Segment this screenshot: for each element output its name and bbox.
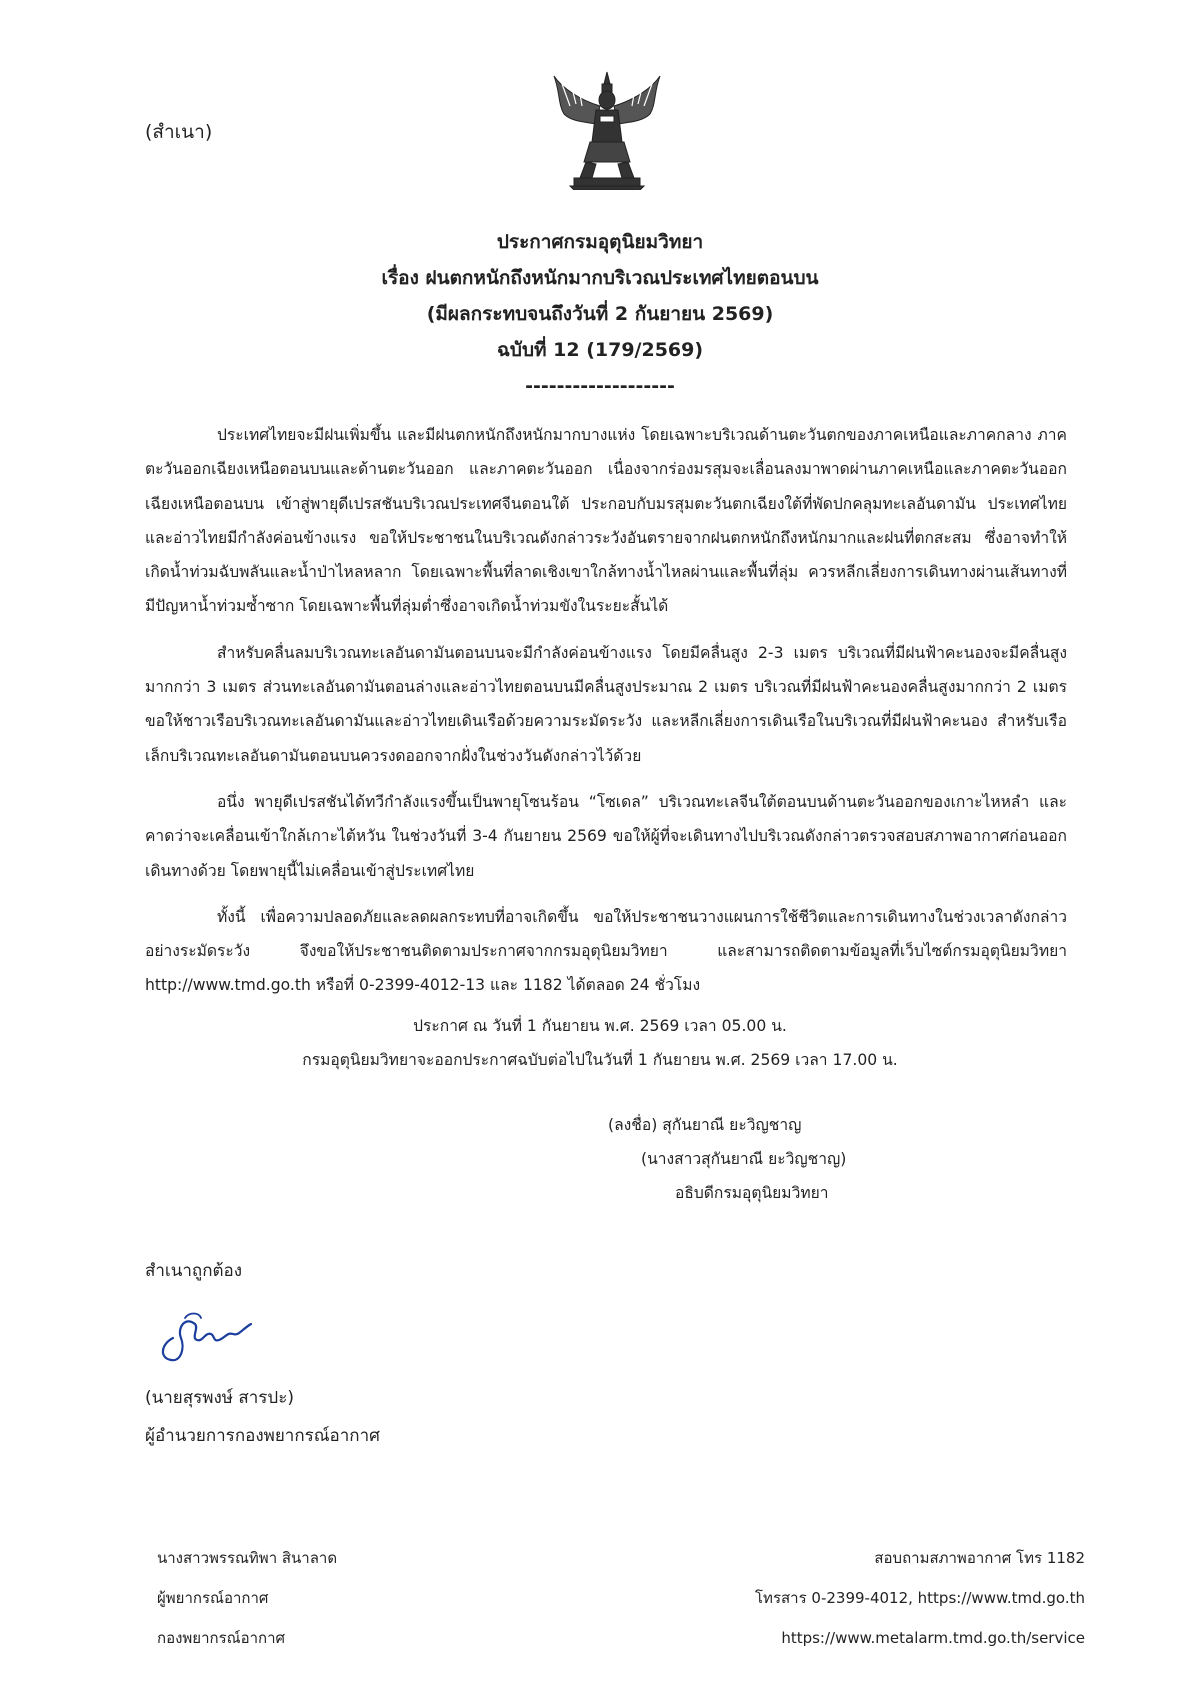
footer-contact <box>755 1538 1085 1658</box>
signatory-title: อธิบดีกรมอุตุนิยมวิทยา <box>675 1184 829 1202</box>
announcement-body <box>145 418 1067 1015</box>
announcement-effective-date: (มีผลกระทบจนถึงวันที่ 2 กันยายน 2569) <box>426 303 774 325</box>
forecaster-position: ผู้พยากรณ์อากาศ <box>157 1589 269 1607</box>
certifier-title: ผู้อำนวยการกองพยากรณ์อากาศ <box>145 1426 380 1446</box>
next-issue-note: กรมอุตุนิยมวิทยาจะออกประกาศฉบับต่อไปในวันที่ 1 กันยายน พ.ศ. 2569 เวลา 17.00 น. <box>302 1051 898 1069</box>
copy-mark: (สำเนา) <box>145 121 213 143</box>
signatory-signed: (ลงชื่อ) สุกันยาณี ยะวิญชาญ <box>608 1116 802 1134</box>
body-paragraph: สำหรับคลื่นลมบริเวณทะเลอันดามันตอนบนจะมีกำลังค่อนข้างแรง โดยมีคลื่นสูง 2-3 เมตร บริเวณที่มีฝนฟ้าคะนองจะมีคลื่นสูงมากกว่า 3 เมตร ส่วนทะเลอันดามันตอนล่างและอ่าวไทยตอนบนมีคลื่นสูงประมาณ 2 เมตร บริเวณที่มีฝนฟ้าคะนองคลื่นสูงมากกว่า 2 เมตร ขอให้ชาวเรือบริเวณทะเลอันดามันและอ่าวไทยเดินเรือด้วยความระมัดระวัง และหลีกเลี่ยงการเดินเรือในบริเวณที่มีฝนฟ้าคะนอง สำหรับเรือเล็กบริเวณทะเลอันดามันตอนบนควรงดออกจากฝั่งในช่วงวันดังกล่าวไว้ด้วย <box>145 643 1067 765</box>
footer-forecaster <box>157 1538 337 1658</box>
contact-service-url: https://www.metalarm.tmd.go.th/service <box>781 1629 1085 1647</box>
garuda-emblem-icon <box>550 70 665 190</box>
forecaster-name: นางสาวพรรณทิพา สินาลาด <box>157 1549 338 1567</box>
body-paragraph: ทั้งนี้ เพื่อความปลอดภัยและลดผลกระทบที่อาจเกิดขึ้น ขอให้ประชาชนวางแผนการใช้ชีวิตและการเดินทางในช่วงเวลาดังกล่าวอย่างระมัดระวัง จึงขอให้ประชาชนติดตามประกาศจากกรมอุตุนิยมวิทยา และสามารถติดตามข้อมูลที่เว็บไซต์กรมอุตุนิยมวิทยา http://www.tmd.go.th หรือที่ 0-2399-4012-13 และ 1182 ได้ตลอด 24 ชั่วโมง <box>145 907 1067 995</box>
handwritten-signature-icon <box>155 1308 265 1368</box>
forecaster-division: กองพยากรณ์อากาศ <box>157 1629 286 1647</box>
signatory-name: (นางสาวสุกันยาณี ยะวิญชาญ) <box>641 1150 847 1168</box>
certifier-name: (นายสุรพงษ์ สารปะ) <box>145 1388 294 1408</box>
contact-fax-website: โทรสาร 0-2399-4012, https://www.tmd.go.th <box>755 1589 1085 1607</box>
heading-rule: ------------------- <box>525 375 675 397</box>
announcement-heading <box>0 224 1200 404</box>
body-paragraph: ประเทศไทยจะมีฝนเพิ่มขึ้น และมีฝนตกหนักถึงหนักมากบางแห่ง โดยเฉพาะบริเวณด้านตะวันตกของภาคเหนือและภาคกลาง ภาคตะวันออกเฉียงเหนือตอนบนและด้านตะวันออก และภาคตะวันออก เนื่องจากร่องมรสุมจะเลื่อนลงมาพาดผ่านภาคเหนือและภาคตะวันออกเฉียงเหนือตอนบน เข้าสู่พายุดีเปรสชันบริเวณประเทศจีนตอนใต้ ประกอบกับมรสุมตะวันตกเฉียงใต้ที่พัดปกคลุมทะเลอันดามัน ประเทศไทย และอ่าวไทยมีกำลังค่อนข้างแรง ขอให้ประชาชนในบริเวณดังกล่าวระวังอันตรายจากฝนตกหนักถึงหนักมากและฝนที่ตกสะสม ซึ่งอาจทำให้เกิดน้ำท่วมฉับพลันและน้ำป่าไหลหลาก โดยเฉพาะพื้นที่ลาดเชิงเขาใกล้ทางน้ำไหลผ่านและพื้นที่ลุ่ม ควรหลีกเลี่ยงการเดินทางผ่านเส้นทางที่มีปัญหาน้ำท่วมซ้ำซาก โดยเฉพาะพื้นที่ลุ่มต่ำซึ่งอาจเกิดน้ำท่วมขังในระยะสั้นได้ <box>145 426 1067 616</box>
contact-phone: สอบถามสภาพอากาศ โทร 1182 <box>874 1549 1085 1567</box>
announcement-issue-number: ฉบับที่ 12 (179/2569) <box>496 339 704 361</box>
announcement-title: ประกาศกรมอุตุนิยมวิทยา <box>496 231 704 253</box>
announcement-subject: เรื่อง ฝนตกหนักถึงหนักมากบริเวณประเทศไทยตอนบน <box>381 267 819 289</box>
issued-block <box>0 1009 1200 1077</box>
body-paragraph: อนึ่ง พายุดีเปรสชันได้ทวีกำลังแรงขึ้นเป็นพายุโซนร้อน “โซเดล” บริเวณทะเลจีนใต้ตอนบนด้านตะวันออกของเกาะไหหลำ และคาดว่าจะเคลื่อนเข้าใกล้เกาะไต้หวัน ในช่วงวันที่ 3-4 กันยายน 2569 ขอให้ผู้ที่จะเดินทางไปบริเวณดังกล่าวตรวจสอบสภาพอากาศก่อนออกเดินทางด้วย โดยพายุนี้ไม่เคลื่อนเข้าสู่ประเทศไทย <box>145 792 1067 880</box>
issued-date: ประกาศ ณ วันที่ 1 กันยายน พ.ศ. 2569 เวลา 05.00 น. <box>413 1017 787 1035</box>
certified-copy-label: สำเนาถูกต้อง <box>145 1261 243 1281</box>
